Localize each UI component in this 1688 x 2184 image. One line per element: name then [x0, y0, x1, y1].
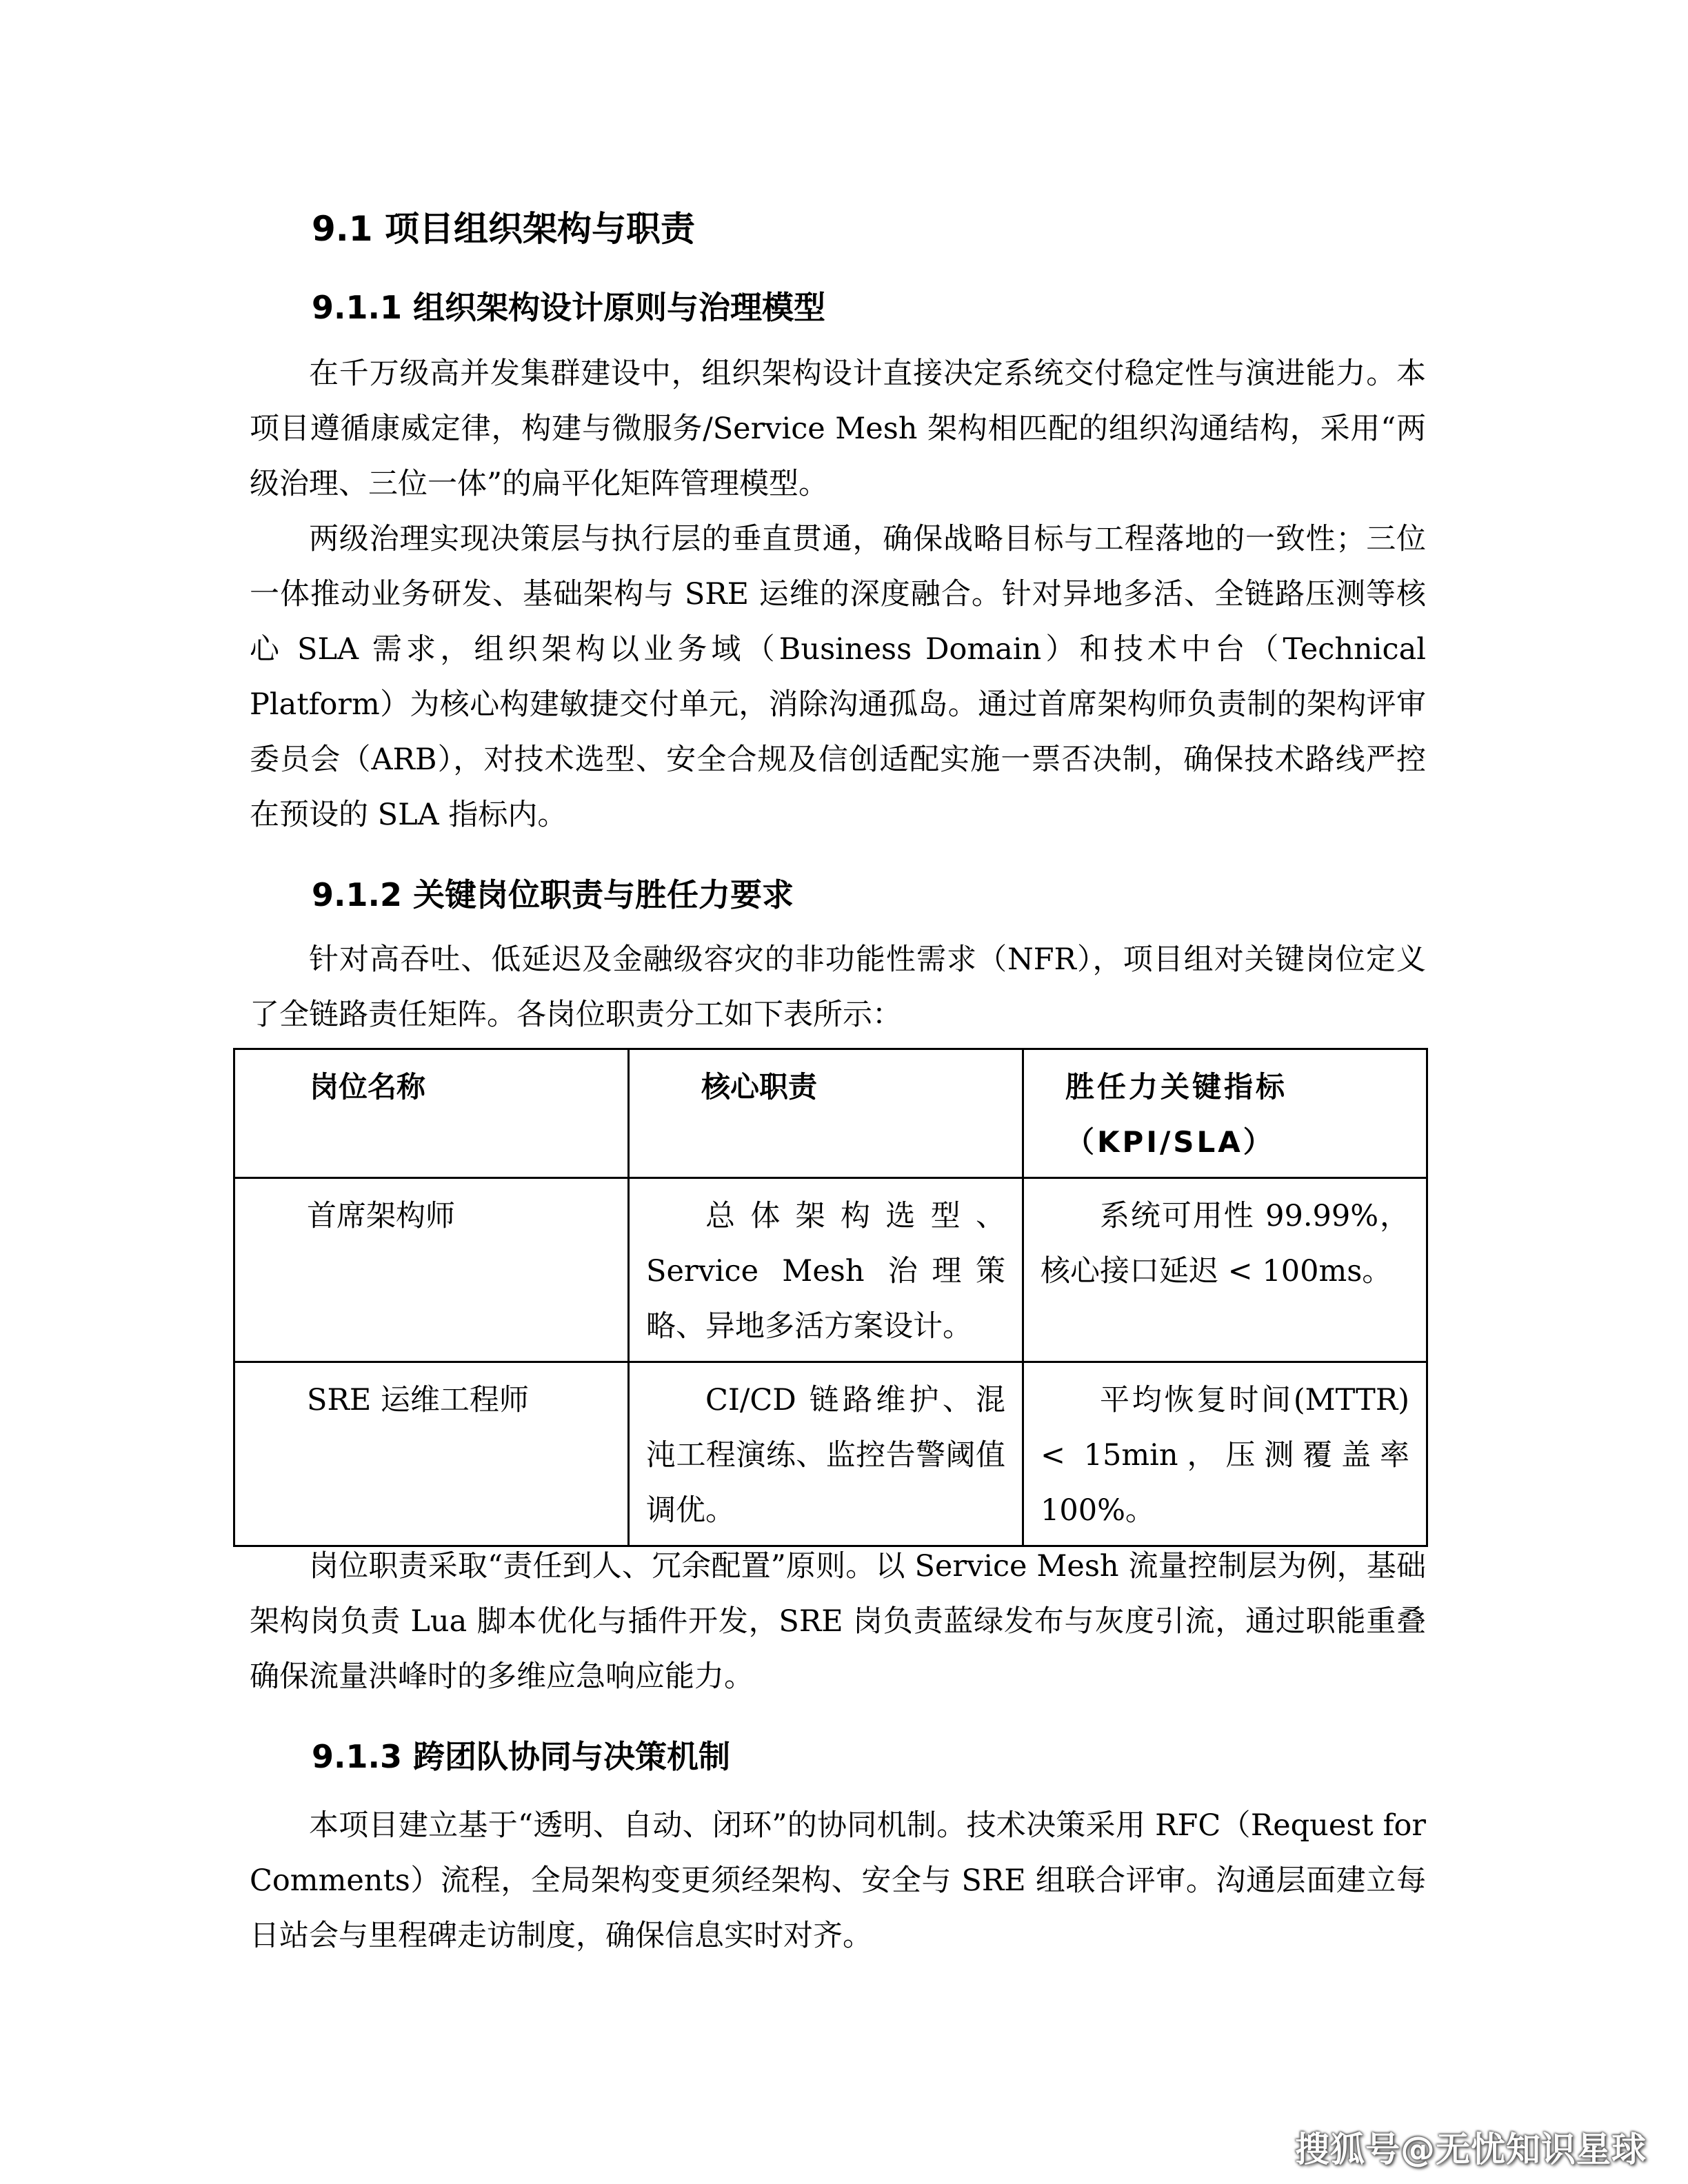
paragraph: 在千万级高并发集群建设中，组织架构设计直接决定系统交付稳定性与演进能力。本项目遵循康威定律，构建与微服务/Service Mesh 架构相匹配的组织沟通结构，采用“两级治理、三位一体”的扁平化矩阵管理模型。: [250, 356, 1426, 501]
table-row: [234, 1178, 1427, 1362]
subsection-title-9-1-3: 9.1.3 跨团队协同与决策机制: [312, 1738, 730, 1775]
table-cell: SRE 运维工程师: [234, 1362, 629, 1546]
table-header-row: [234, 1049, 1427, 1178]
table-header-cell: 核心职责: [629, 1049, 1023, 1178]
body-9-1-3: [250, 1798, 1426, 1963]
table-cell: 系统可用性 99.99%，核心接口延迟 < 100ms。: [1023, 1178, 1427, 1362]
table-cell: 总体架构选型、Service Mesh 治理策略、异地多活方案设计。: [629, 1178, 1023, 1362]
paragraph: 两级治理实现决策层与执行层的垂直贯通，确保战略目标与工程落地的一致性；三位一体推动业务研发、基础架构与 SRE 运维的深度融合。针对异地多活、全链路压测等核心 SLA 需求，组织架构以业务域（Business Domain）和技术中台（Technical Platform）为核心构建敏捷交付单元，消除沟通孤岛。通过首席架构师负责制的架构评审委员会（ARB），对技术选型、安全合规及信创适配实施一票否决制，确保技术路线严控在预设的 SLA 指标内。: [250, 522, 1426, 832]
body-9-1-2-intro: [250, 932, 1426, 1042]
body-9-1-2-after: [250, 1539, 1426, 1704]
table-cell: CI/CD 链路维护、混沌工程演练、监控告警阈值调优。: [629, 1362, 1023, 1546]
table-cell: 平均恢复时间(MTTR) < 15min，压测覆盖率 100%。: [1023, 1362, 1427, 1546]
paragraph: 针对高吞吐、低延迟及金融级容灾的非功能性需求（NFR），项目组对关键岗位定义了全链路责任矩阵。各岗位职责分工如下表所示：: [250, 942, 1426, 1032]
responsibility-table: [233, 1048, 1428, 1547]
paragraph: 岗位职责采取“责任到人、冗余配置”原则。以 Service Mesh 流量控制层为例，基础架构岗负责 Lua 脚本优化与插件开发，SRE 岗负责蓝绿发布与灰度引流，通过职能重叠确保流量洪峰时的多维应急响应能力。: [250, 1549, 1426, 1694]
watermark: 搜狐号@无忧知识星球: [1295, 2130, 1647, 2170]
table-header-cell: 岗位名称: [234, 1049, 629, 1178]
body-9-1-1: [250, 346, 1426, 842]
table-row: [234, 1362, 1427, 1546]
table-cell: 首席架构师: [234, 1178, 629, 1362]
subsection-title-9-1-2: 9.1.2 关键岗位职责与胜任力要求: [312, 876, 794, 913]
paragraph: 本项目建立基于“透明、自动、闭环”的协同机制。技术决策采用 RFC（Request for Comments）流程，全局架构变更须经架构、安全与 SRE 组联合评审。沟通层面建立每日站会与里程碑走访制度，确保信息实时对齐。: [250, 1808, 1426, 1953]
subsection-title-9-1-1: 9.1.1 组织架构设计原则与治理模型: [312, 289, 825, 326]
table-header-cell: 胜任力关键指标（KPI/SLA）: [1023, 1049, 1427, 1178]
section-title: 9.1 项目组织架构与职责: [312, 209, 695, 249]
